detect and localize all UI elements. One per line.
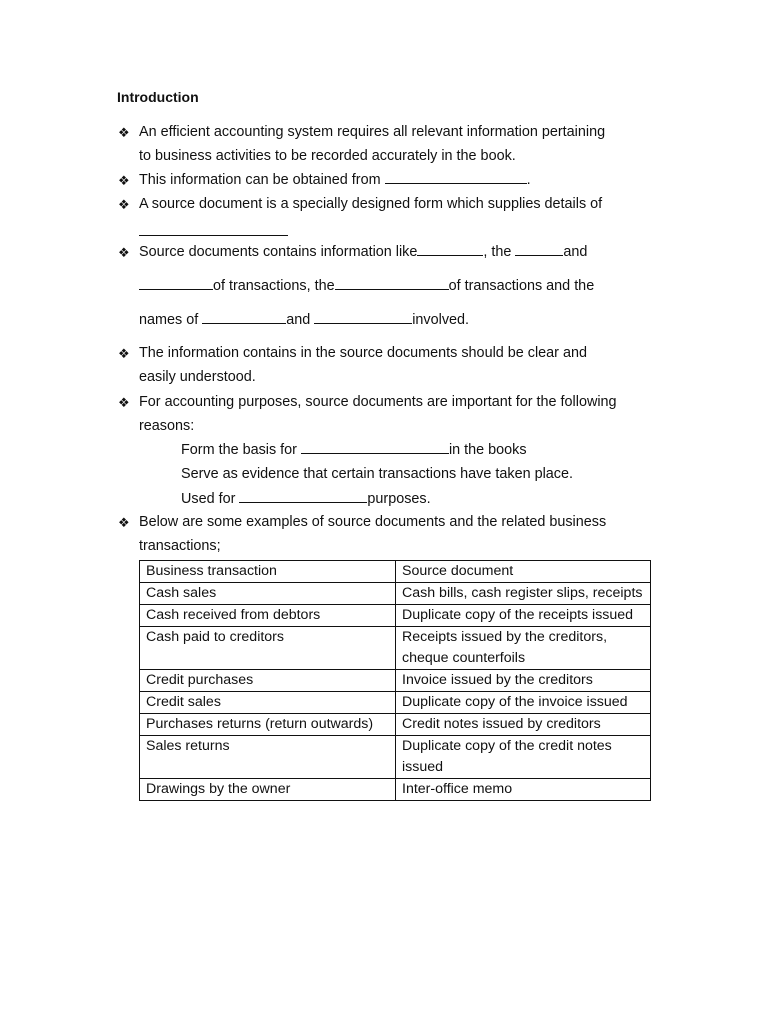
fill-in-blank bbox=[202, 310, 286, 324]
fill-in-blank bbox=[417, 242, 483, 256]
table-cell: Receipts issued by the creditors, cheque counterfoils bbox=[396, 627, 651, 670]
four-diamond-bullet-icon: ❖ bbox=[118, 245, 130, 260]
table-cell: Cash paid to creditors bbox=[140, 627, 396, 670]
bullet-4-part-8: involved. bbox=[412, 312, 470, 328]
table-cell: Duplicate copy of the credit notes issued bbox=[396, 736, 651, 779]
fill-in-blank bbox=[139, 276, 213, 290]
table-cell: Cash bills, cash register slips, receipts bbox=[396, 583, 651, 605]
section-heading: Introduction bbox=[117, 89, 199, 105]
reason-1-part-1: Form the basis for bbox=[181, 442, 297, 458]
four-diamond-bullet-icon: ❖ bbox=[118, 173, 130, 188]
fill-in-blank bbox=[515, 242, 563, 256]
table-row bbox=[140, 779, 651, 801]
four-diamond-bullet-icon: ❖ bbox=[118, 346, 130, 361]
bullet-4-part-1: Source documents contains information like bbox=[139, 244, 418, 260]
table-cell: Duplicate copy of the receipts issued bbox=[396, 605, 651, 627]
table-row bbox=[140, 692, 651, 714]
reason-1-part-2: in the books bbox=[448, 442, 527, 458]
fill-in-blank bbox=[239, 489, 367, 503]
bullet-7-line-1: Below are some examples of source documents and the related business bbox=[139, 514, 607, 530]
bullet-7-line-2: transactions; bbox=[139, 538, 221, 554]
bullet-4-line-3 bbox=[139, 308, 469, 332]
bullet-2-line bbox=[139, 168, 531, 192]
reason-2: Serve as evidence that certain transactions have taken place. bbox=[181, 466, 573, 482]
fill-in-blank bbox=[139, 222, 288, 236]
bullet-5-line-2: easily understood. bbox=[139, 369, 256, 385]
fill-in-blank bbox=[335, 276, 449, 290]
fill-in-blank bbox=[314, 310, 412, 324]
bullet-4-line-2 bbox=[139, 274, 594, 298]
reason-1 bbox=[181, 438, 527, 462]
table-header-cell: Business transaction bbox=[140, 561, 396, 583]
bullet-3-text: A source document is a specially designed form which supplies details of bbox=[139, 196, 603, 212]
table-row bbox=[140, 714, 651, 736]
table-header-row bbox=[140, 561, 651, 583]
bullet-4-part-7: and bbox=[286, 312, 311, 328]
table-cell: Sales returns bbox=[140, 736, 396, 779]
table-cell: Inter-office memo bbox=[396, 779, 651, 801]
bullet-2-end: . bbox=[526, 172, 531, 188]
table-row bbox=[140, 670, 651, 692]
table-cell: Credit sales bbox=[140, 692, 396, 714]
bullet-6-line-2: reasons: bbox=[139, 418, 195, 434]
table-row bbox=[140, 605, 651, 627]
four-diamond-bullet-icon: ❖ bbox=[118, 515, 130, 530]
bullet-4-part-3: and bbox=[563, 244, 588, 260]
bullet-2-text: This information can be obtained from bbox=[139, 172, 381, 188]
bullet-5-line-1: The information contains in the source documents should be clear and bbox=[139, 345, 587, 361]
table-cell: Cash received from debtors bbox=[140, 605, 396, 627]
reason-3 bbox=[181, 487, 431, 511]
four-diamond-bullet-icon: ❖ bbox=[118, 395, 130, 410]
fill-in-blank bbox=[385, 170, 527, 184]
bullet-4-part-5: of transactions and the bbox=[448, 278, 595, 294]
bullet-1-line-2: to business activities to be recorded accurately in the book. bbox=[139, 148, 516, 164]
four-diamond-bullet-icon: ❖ bbox=[118, 197, 130, 212]
bullet-4-part-2: , the bbox=[483, 244, 512, 260]
bullet-4-line-1 bbox=[139, 240, 587, 264]
table-cell: Drawings by the owner bbox=[140, 779, 396, 801]
table-header-cell: Source document bbox=[396, 561, 651, 583]
four-diamond-bullet-icon: ❖ bbox=[118, 125, 130, 140]
fill-in-blank bbox=[301, 440, 449, 454]
reason-3-part-2: purposes. bbox=[367, 491, 431, 507]
table-cell: Credit notes issued by creditors bbox=[396, 714, 651, 736]
table-row bbox=[140, 736, 651, 779]
table-cell: Purchases returns (return outwards) bbox=[140, 714, 396, 736]
table-cell: Invoice issued by the creditors bbox=[396, 670, 651, 692]
table-row bbox=[140, 583, 651, 605]
reason-3-part-1: Used for bbox=[181, 491, 236, 507]
table-row bbox=[140, 627, 651, 670]
bullet-1-line-1: An efficient accounting system requires all relevant information pertaining bbox=[139, 124, 606, 140]
table-cell: Credit purchases bbox=[140, 670, 396, 692]
bullet-4-part-6: names of bbox=[139, 312, 199, 328]
table-cell: Duplicate copy of the invoice issued bbox=[396, 692, 651, 714]
bullet-4-part-4: of transactions, the bbox=[213, 278, 335, 294]
source-documents-table bbox=[139, 560, 651, 801]
bullet-6-line-1: For accounting purposes, source documents are important for the following bbox=[139, 394, 617, 410]
table-cell: Cash sales bbox=[140, 583, 396, 605]
